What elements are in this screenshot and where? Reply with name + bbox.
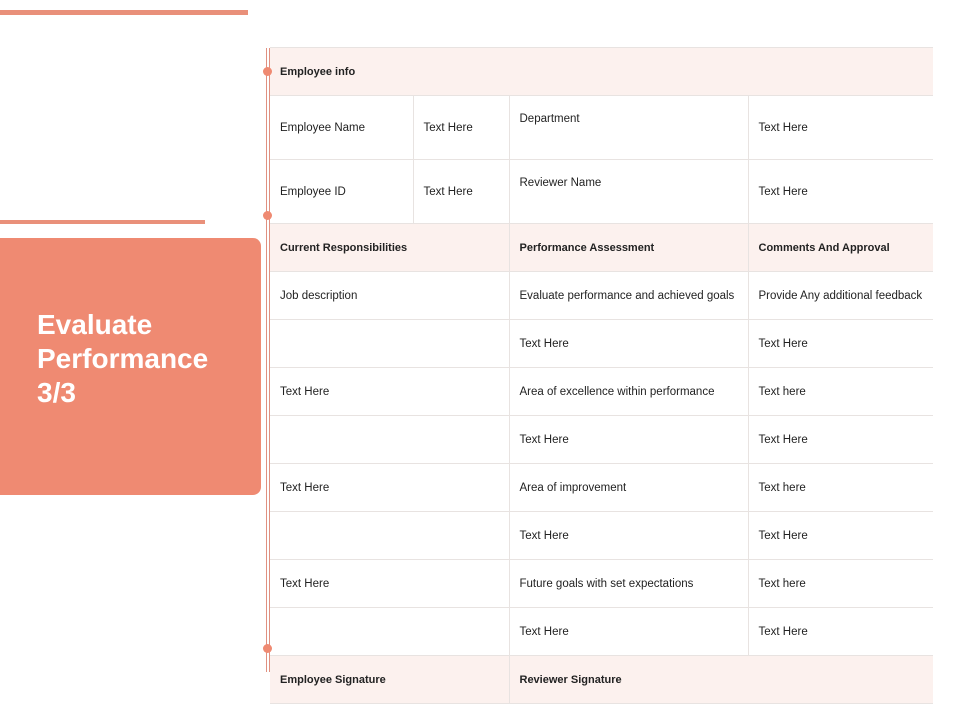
assessment-cell[interactable]: Text Here (509, 608, 748, 656)
comment-cell[interactable]: Text Here (748, 608, 933, 656)
responsibility-cell[interactable]: Job description (270, 272, 509, 320)
section-marker-dot (263, 67, 272, 76)
signature-row (270, 656, 933, 704)
table-row (270, 416, 933, 464)
section-marker-dot (263, 211, 272, 220)
employee-id-value[interactable]: Text Here (413, 160, 509, 224)
comment-cell[interactable]: Text Here (748, 320, 933, 368)
assessment-cell[interactable]: Area of improvement (509, 464, 748, 512)
employee-name-label: Employee Name (270, 96, 413, 160)
table-row (270, 608, 933, 656)
responsibility-cell[interactable]: Text Here (270, 560, 509, 608)
mid-accent-bar (0, 220, 205, 224)
comment-cell[interactable]: Text here (748, 464, 933, 512)
department-value[interactable]: Text Here (748, 96, 933, 160)
title-panel (0, 238, 261, 495)
top-accent-bar (0, 10, 248, 15)
assessment-cell[interactable]: Evaluate performance and achieved goals (509, 272, 748, 320)
assessment-cell[interactable]: Text Here (509, 320, 748, 368)
comment-cell[interactable]: Text here (748, 560, 933, 608)
assessment-cell[interactable]: Area of excellence within performance (509, 368, 748, 416)
responsibility-cell[interactable] (270, 320, 509, 368)
assessment-cell[interactable]: Text Here (509, 416, 748, 464)
comment-cell[interactable]: Text Here (748, 416, 933, 464)
table-row (270, 512, 933, 560)
comment-cell[interactable]: Provide Any additional feedback (748, 272, 933, 320)
responsibility-cell[interactable]: Text Here (270, 464, 509, 512)
table-row (270, 368, 933, 416)
signature-blank-cell (748, 656, 933, 704)
assessment-cell[interactable]: Text Here (509, 512, 748, 560)
employee-id-row (270, 160, 933, 224)
section-marker-dot (263, 644, 272, 653)
responsibility-cell[interactable] (270, 608, 509, 656)
responsibilities-header: Current Responsibilities (270, 224, 509, 272)
responsibility-cell[interactable]: Text Here (270, 368, 509, 416)
employee-signature-label: Employee Signature (270, 656, 509, 704)
comments-header: Comments And Approval (748, 224, 933, 272)
responsibility-cell[interactable] (270, 512, 509, 560)
employee-info-header: Employee info (270, 48, 933, 96)
comment-cell[interactable]: Text Here (748, 512, 933, 560)
employee-info-header-row (270, 48, 933, 96)
table-row (270, 272, 933, 320)
table-row (270, 560, 933, 608)
comment-cell[interactable]: Text here (748, 368, 933, 416)
assessment-header: Performance Assessment (509, 224, 748, 272)
table-row (270, 320, 933, 368)
responsibility-cell[interactable] (270, 416, 509, 464)
employee-name-value[interactable]: Text Here (413, 96, 509, 160)
reviewer-name-label: Reviewer Name (509, 160, 748, 224)
employee-id-label: Employee ID (270, 160, 413, 224)
assessment-cell[interactable]: Future goals with set expectations (509, 560, 748, 608)
reviewer-signature-label: Reviewer Signature (509, 656, 748, 704)
section-header-row (270, 224, 933, 272)
reviewer-name-value[interactable]: Text Here (748, 160, 933, 224)
department-label: Department (509, 96, 748, 160)
timeline-line-outer (266, 48, 267, 672)
evaluation-table (270, 47, 933, 704)
table-row (270, 464, 933, 512)
slide-title: Evaluate Performance 3/3 (37, 309, 209, 408)
employee-name-row (270, 96, 933, 160)
